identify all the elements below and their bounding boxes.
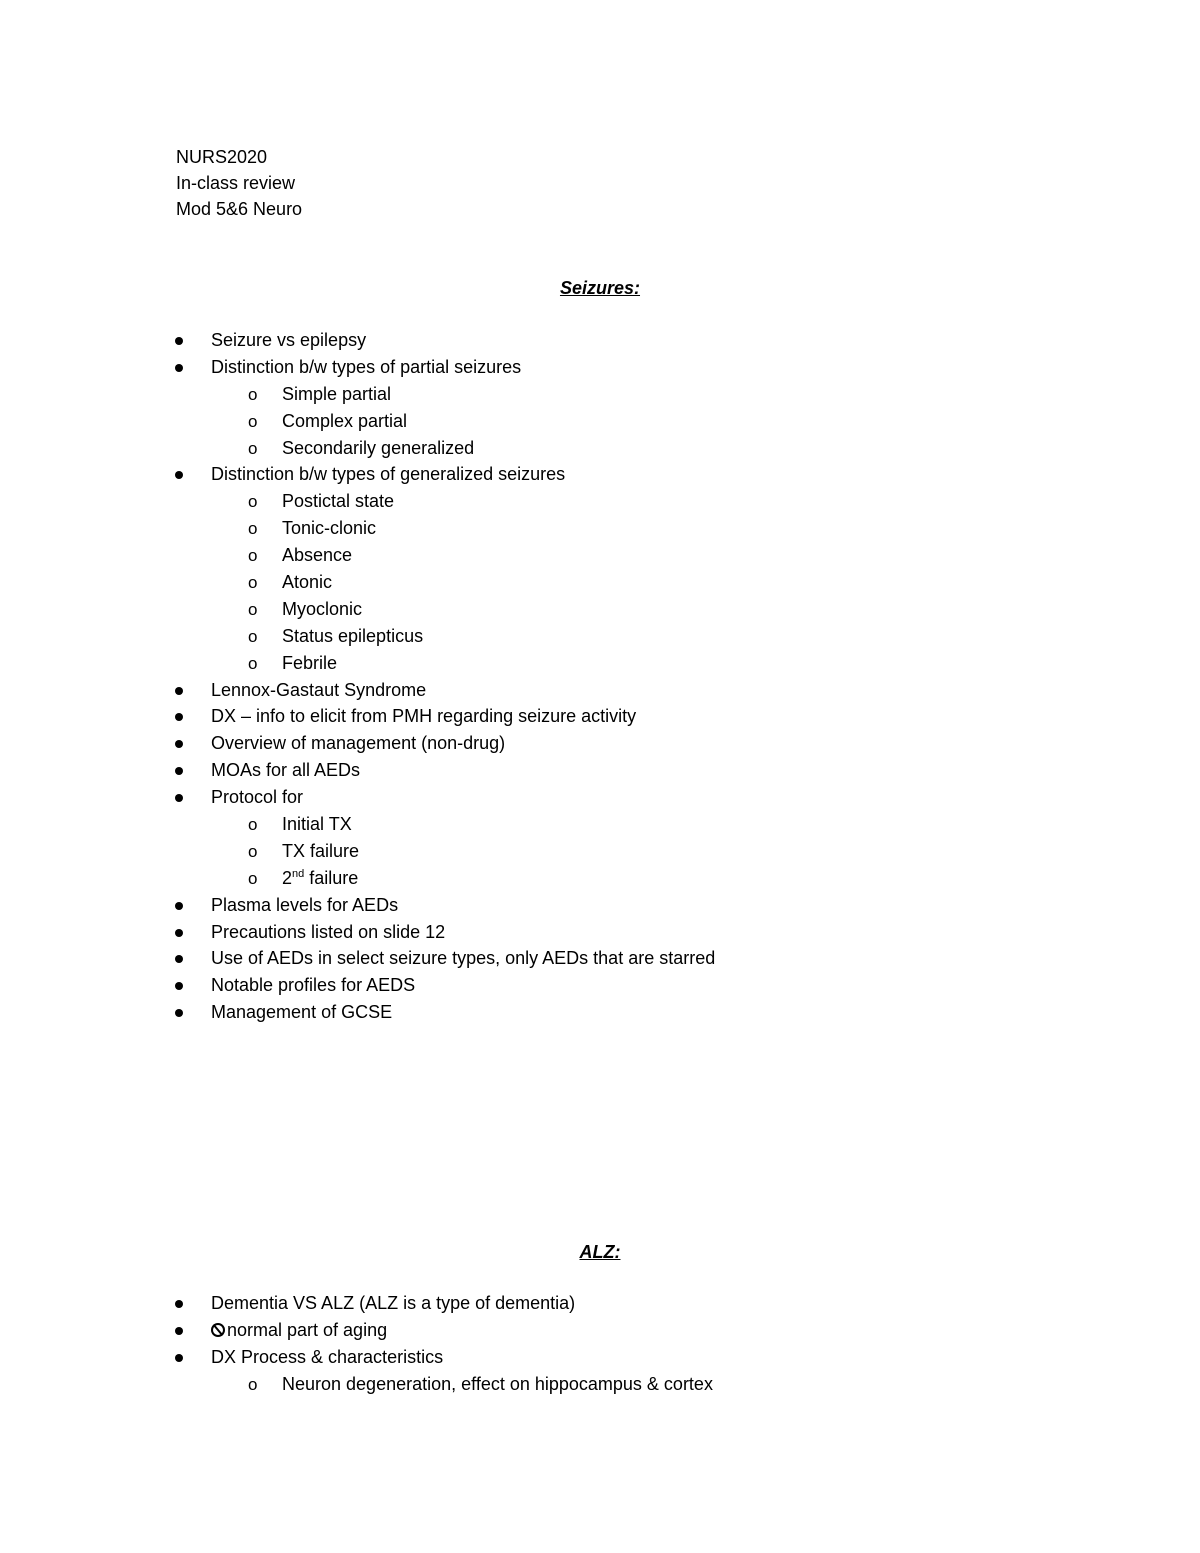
sub-list-item: o Initial TX — [0, 811, 715, 838]
document-header — [176, 144, 302, 222]
sub-bullet-icon: o — [248, 546, 258, 566]
sub-bullet-icon: o — [248, 626, 258, 646]
sub-list-item: o Tonic-clonic — [0, 515, 715, 542]
list-item: Use of AEDs in select seizure types, only AEDs that are starred — [0, 945, 715, 972]
list-item: normal part of aging — [0, 1317, 713, 1344]
sub-list-item: o Postictal state — [0, 488, 715, 515]
list-item: Notable profiles for AEDS — [0, 972, 715, 999]
list-item: Seizure vs epilepsy — [0, 327, 715, 354]
sub-list-item: o Atonic — [0, 569, 715, 596]
seizures-list — [0, 327, 715, 1026]
superscript: nd — [292, 867, 305, 880]
sub-list-item: o 2nd failure — [0, 865, 715, 892]
sub-list-item: o Simple partial — [0, 381, 715, 408]
bullet-icon — [175, 687, 183, 695]
sub-bullet-icon: o — [248, 573, 258, 593]
bullet-icon — [175, 982, 183, 990]
sub-list-item: o TX failure — [0, 838, 715, 865]
sub-list-item: o Secondarily generalized — [0, 435, 715, 462]
list-item: Overview of management (non-drug) — [0, 730, 715, 757]
course-code: NURS2020 — [176, 147, 268, 167]
sub-bullet-icon: o — [248, 519, 258, 539]
sub-list-item: o Complex partial — [0, 408, 715, 435]
bullet-icon — [175, 767, 183, 775]
list-item: MOAs for all AEDs — [0, 757, 715, 784]
bullet-icon — [175, 794, 183, 802]
sub-list-item: o Myoclonic — [0, 596, 715, 623]
sub-list-item: o Febrile — [0, 650, 715, 677]
sub-bullet-icon: o — [248, 599, 258, 619]
sub-bullet-icon: o — [248, 384, 258, 404]
sub-bullet-icon: o — [248, 868, 258, 888]
bullet-icon — [175, 929, 183, 937]
seizures-heading-text: Seizures: — [559, 278, 641, 298]
bullet-icon — [175, 713, 183, 721]
sub-bullet-icon: o — [248, 815, 258, 835]
sub-bullet-icon: o — [248, 841, 258, 861]
bullet-icon — [175, 740, 183, 748]
bullet-icon — [175, 337, 183, 345]
list-item: Protocol for — [0, 784, 715, 811]
list-item: DX – info to elicit from PMH regarding seizure activity — [0, 703, 715, 730]
sub-bullet-icon: o — [248, 492, 258, 512]
list-item: Dementia VS ALZ (ALZ is a type of dementia) — [0, 1290, 713, 1317]
session-title: In-class review — [176, 173, 296, 193]
module-title: Mod 5&6 Neuro — [176, 199, 303, 219]
alz-list — [0, 1290, 713, 1398]
bullet-icon — [175, 1300, 183, 1308]
alz-heading-text: ALZ: — [579, 1242, 621, 1262]
list-item: Management of GCSE — [0, 999, 715, 1026]
list-item: Lennox-Gastaut Syndrome — [0, 677, 715, 704]
seizures-heading — [0, 275, 1200, 301]
bullet-icon — [175, 902, 183, 910]
list-item: Precautions listed on slide 12 — [0, 919, 715, 946]
bullet-icon — [175, 1354, 183, 1362]
sub-list-item: o Status epilepticus — [0, 623, 715, 650]
list-item: Distinction b/w types of generalized seizures — [0, 461, 715, 488]
alz-heading — [0, 1239, 1200, 1265]
bullet-icon — [175, 1327, 183, 1335]
bullet-icon — [175, 1009, 183, 1017]
list-item: Distinction b/w types of partial seizures — [0, 354, 715, 381]
sub-bullet-icon: o — [248, 411, 258, 431]
list-item: DX Process & characteristics — [0, 1344, 713, 1371]
bullet-icon — [175, 955, 183, 963]
no-sign-icon — [211, 1323, 225, 1337]
sub-bullet-icon: o — [248, 653, 258, 673]
bullet-icon — [175, 471, 183, 479]
sub-list-item: o Neuron degeneration, effect on hippocampus & cortex — [0, 1371, 713, 1398]
sub-bullet-icon: o — [248, 1374, 258, 1394]
sub-list-item: o Absence — [0, 542, 715, 569]
bullet-icon — [175, 364, 183, 372]
list-item: Plasma levels for AEDs — [0, 892, 715, 919]
sub-bullet-icon: o — [248, 438, 258, 458]
